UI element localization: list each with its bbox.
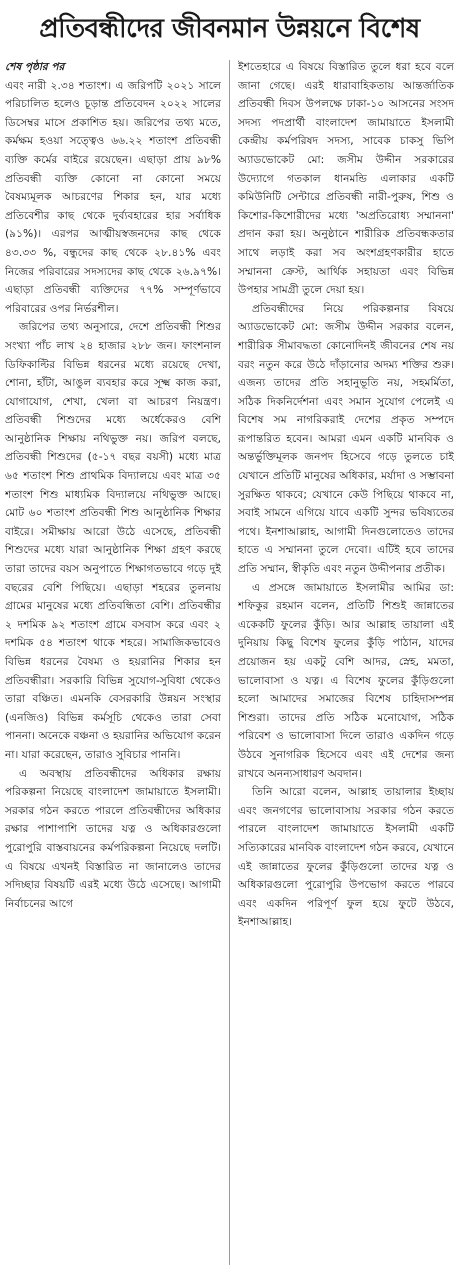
paragraph: প্রতিবন্ধীদের নিয়ে পরিকল্পনার বিষয়ে অ্যাডভোকেট মো: জসীম উদ্দীন সরকার বলেন, শারীরিক সীমাবদ্ধতা কোনোদিনই জীবনের শেষ নয় বরং নতুন করে উঠে দাঁড়ানোর অদম্য শক্তির শুরু। এজন্য তাদের প্রতি সহানুভূতি নয়, সহমর্মিতা, সঠিক দিকনির্দেশনা এবং সমান সুযোগ পেলেই এ বিশেষ সম নাগরিকরাই দেশের প্রকৃত সম্পদে রূপান্তরিত হবেন। আমরা এমন একটি মানবিক ও অন্তর্ভুক্তিমূলক জনপদ হিসেবে গড়ে তুলতে চাই যেখানে প্রতিটি মানুষের অধিকার, মর্যাদা ও সম্ভাবনা সুরক্ষিত থাকবে; যেখানে কেউ পিছিয়ে থাকবে না, সবাই সামনে এগিয়ে যাবে একটি সুন্দর ভবিষ্যতের পথে। ইনশাআল্লাহ, আগামী দিনগুলোতেও তাদের হাতে এ সম্মাননা তুলে দেবো। এটিই হবে তাদের প্রতি সম্মান, স্বীকৃতি এবং নতুন উদ্দীপনার প্রতীক। <box>238 301 454 576</box>
column-divider <box>229 60 230 1265</box>
paragraph: এ অবস্থায় প্রতিবন্ধীদের অধিকার রক্ষায় পরিকল্পনা নিয়েছে বাংলাদেশ জামায়াতে ইসলামী। সরকার গঠন করতে পারলে প্রতিবন্ধীদের অধিকার রক্ষার পাশাপাশি তাদের যত্ন ও অধিকারগুলো পুরোপুরি বাস্তবায়নের কর্মপরিকল্পনা নিয়েছে দলটি। এ বিষয়ে এখনই বিস্তারিত না জানালেও তাদের সদিচ্ছার বিষয়টি এরই মধ্যে উঠে এসেছে। আগামী নির্বাচনের আগে <box>5 766 221 910</box>
paragraph <box>5 58 221 77</box>
paragraph: তিনি আরো বলেন, আল্লাহ তায়ালার ইচ্ছায় এবং জনগণের ভালোবাসায় সরকার গঠন করতে পারলে বাংলাদেশ জামায়াতে ইসলামী একটি সত্যিকারের মানবিক বাংলাদেশ গঠন করবে, যেখানে এই জান্নাতের ফুলের কুঁড়িগুলো তাদের যত্ন ও অধিকারগুলো পুরোপুরি উপভোগ করতে পারবে এবং একদিন পরিপূর্ণ ফুল হয়ে ফুটে উঠবে, ইনশাআল্লাহ। <box>238 785 454 929</box>
paragraph: জরিপের তথ্য অনুসারে, দেশে প্রতিবন্ধী শিশুর সংখ্যা পাঁচ লাখ ২৪ হাজার ২৮৮ জন। ফাংশনাল ডিফিকাল্টির বিভিন্ন ধরনের মধ্যে রয়েছে দেখা, শোনা, হাঁটা, আঙুল ব্যবহার করে সূক্ষ্ম কাজ করা, যোগাযোগ, শেখা, খেলা বা আচরণ নিয়ন্ত্রণ। প্রতিবন্ধী শিশুদের মধ্যে অর্ধেকেরও বেশি আনুষ্ঠানিক শিক্ষায় নথিভুক্ত নয়। জরিপ বলছে, প্রতিবন্ধী শিশুদের (৫-১৭ বছর বয়সী) মধ্যে মাত্র ৬৫ শতাংশ শিশু প্রাথমিক বিদ্যালয়ে এবং মাত্র ৩৫ শতাংশ শিশু মাধ্যমিক বিদ্যালয়ে নথিভুক্ত আছে। মোট ৬০ শতাংশ প্রতিবন্ধী শিশু আনুষ্ঠানিক শিক্ষার বাইরে। সমীক্ষায় আরো উঠে এসেছে, প্রতিবন্ধী শিশুদের মধ্যে যারা আনুষ্ঠানিক শিক্ষা গ্রহণ করছে তারা তাদের বয়স অনুপাতে শিক্ষাগতভাবে গড়ে দুই বছরের বেশি পিছিয়ে। এছাড়া শহরের তুলনায় গ্রামের মানুষের মধ্যে প্রতিবন্ধিতা বেশি। প্রতিবন্ধীর ২ দশমিক ৯২ শতাংশ গ্রামে বসবাস করে এবং ২ দশমিক ৫৪ শতাংশ থাকে শহরে। সামাজিকভাবেও বিভিন্ন ধরনের বৈষম্য ও হয়রানির শিকার হন প্রতিবন্ধীরা। সরকারি বিভিন্ন সুযোগ-সুবিধা থেকেও তারা বঞ্চিত। এমনকি বেসরকারি উন্নয়ন সংস্থার (এনজিও) বিভিন্ন কর্মসূচি থেকেও তারা সেবা পাননা। অনেকে বঞ্চনা ও হয়রানির অভিযোগ করেন না। যারা করেছেন, তারাও সুবিচার পাননি। <box>5 320 221 761</box>
paragraph: এবং নারী ২.৩৪ শতাংশ। এ জরিপটি ২০২১ সালে পরিচালিত হলেও চূড়ান্ত প্রতিবেদন ২০২২ সালের ডিসেম্বর মাসে প্রকাশিত হয়। জরিপের তথ্য মতে, কর্মক্ষম হওয়া সত্ত্বেও ৬৬.২২ শতাংশ প্রতিবন্ধী ব্যক্তি কর্মের বাইরে রয়েছেন। এছাড়া প্রায় ৯৮% প্রতিবন্ধী ব্যক্তি কোনো না কোনো সময়ে বৈষম্যমূলক আচরণের শিকার হন, যার মধ্যে প্রতিবেশীর কাছ থেকে দুর্ব্যবহারের হার সর্বাধিক (৯১%)। এরপর আত্মীয়স্বজনদের কাছ থেকে ৪৩.৩৩ %, বন্ধুদের কাছ থেকে ২৮.৪১% এবং নিজের পরিবারের সদস্যদের কাছ থেকে ২৬.৯৭%। এছাড়া প্রতিবন্ধী ব্যক্তিদের ৭৭% সম্পূর্ণভাবে পরিবারের ওপর নির্ভরশীল। <box>5 78 221 315</box>
article-column-right <box>238 58 454 1268</box>
paragraph: ইশতেহারে এ বিষয়ে বিস্তারিত তুলে ধরা হবে বলে জানা গেছে। এরই ধারাবাহিকতায় আন্তর্জাতিক প্রতিবন্ধী দিবস উপলক্ষে ঢাকা-১০ আসনের সংসদ সদস্য পদপ্রার্থী বাংলাদেশ জামায়াতে ইসলামী কেন্দ্রীয় কর্মপরিষদ সদস্য, সাবেক চাকসু ভিপি অ্যাডভোকেট মো: জসীম উদ্দীন সরকারের উদ্যোগে গতকাল ধানমন্ডি এলাকার একটি কমিউনিটি সেন্টারে প্রতিবন্ধী নারী-পুরুষ, শিশু ও কিশোর-কিশোরীদের মধ্যে 'অপ্রতিরোধ্য সম্মাননা' প্রদান করা হয়। অনুষ্ঠানে শারীরিক প্রতিবন্ধকতার সাথে লড়াই করা সব অংশগ্রহণকারীর হাতে সম্মাননা ক্রেস্ট, আর্থিক সহায়তা এবং বিভিন্ন উপহার সামগ্রী তুলে দেয়া হয়। <box>238 60 454 297</box>
article-column-left <box>5 58 221 1268</box>
headline: প্রতিবন্ধীদের জীবনমান উন্নয়নে বিশেষ <box>39 14 420 44</box>
paragraph: এ প্রসঙ্গে জামায়াতে ইসলামীর আমির ডা: শফিকুর রহমান বলেন, প্রতিটি শিশুই জান্নাতের একেকটি ফুলের কুঁড়ি। আর আল্লাহ তায়ালা এই দুনিয়ায় কিছু বিশেষ ফুলের কুঁড়ি পাঠান, যাদের প্রয়োজন হয় একটু বেশি আদর, স্নেহ, মমতা, ভালোবাসা ও যত্ন। এ বিশেষ ফুলের কুঁড়িগুলো হলো আমাদের সমাজের বিশেষ চাহিদাসম্পন্ন শিশুরা। তাদের প্রতি সঠিক মনোযোগ, সঠিক পরিবেশ ও ভালোবাসা দিলে তারাও একদিন গড়ে উঠবে সুনাগরিক হিসেবে এবং এই দেশের জন্য রাখবে অনন্যসাধারণ অবদান। <box>238 580 454 780</box>
continued-from-label: শেষ পৃষ্ঠার পর <box>5 61 65 73</box>
